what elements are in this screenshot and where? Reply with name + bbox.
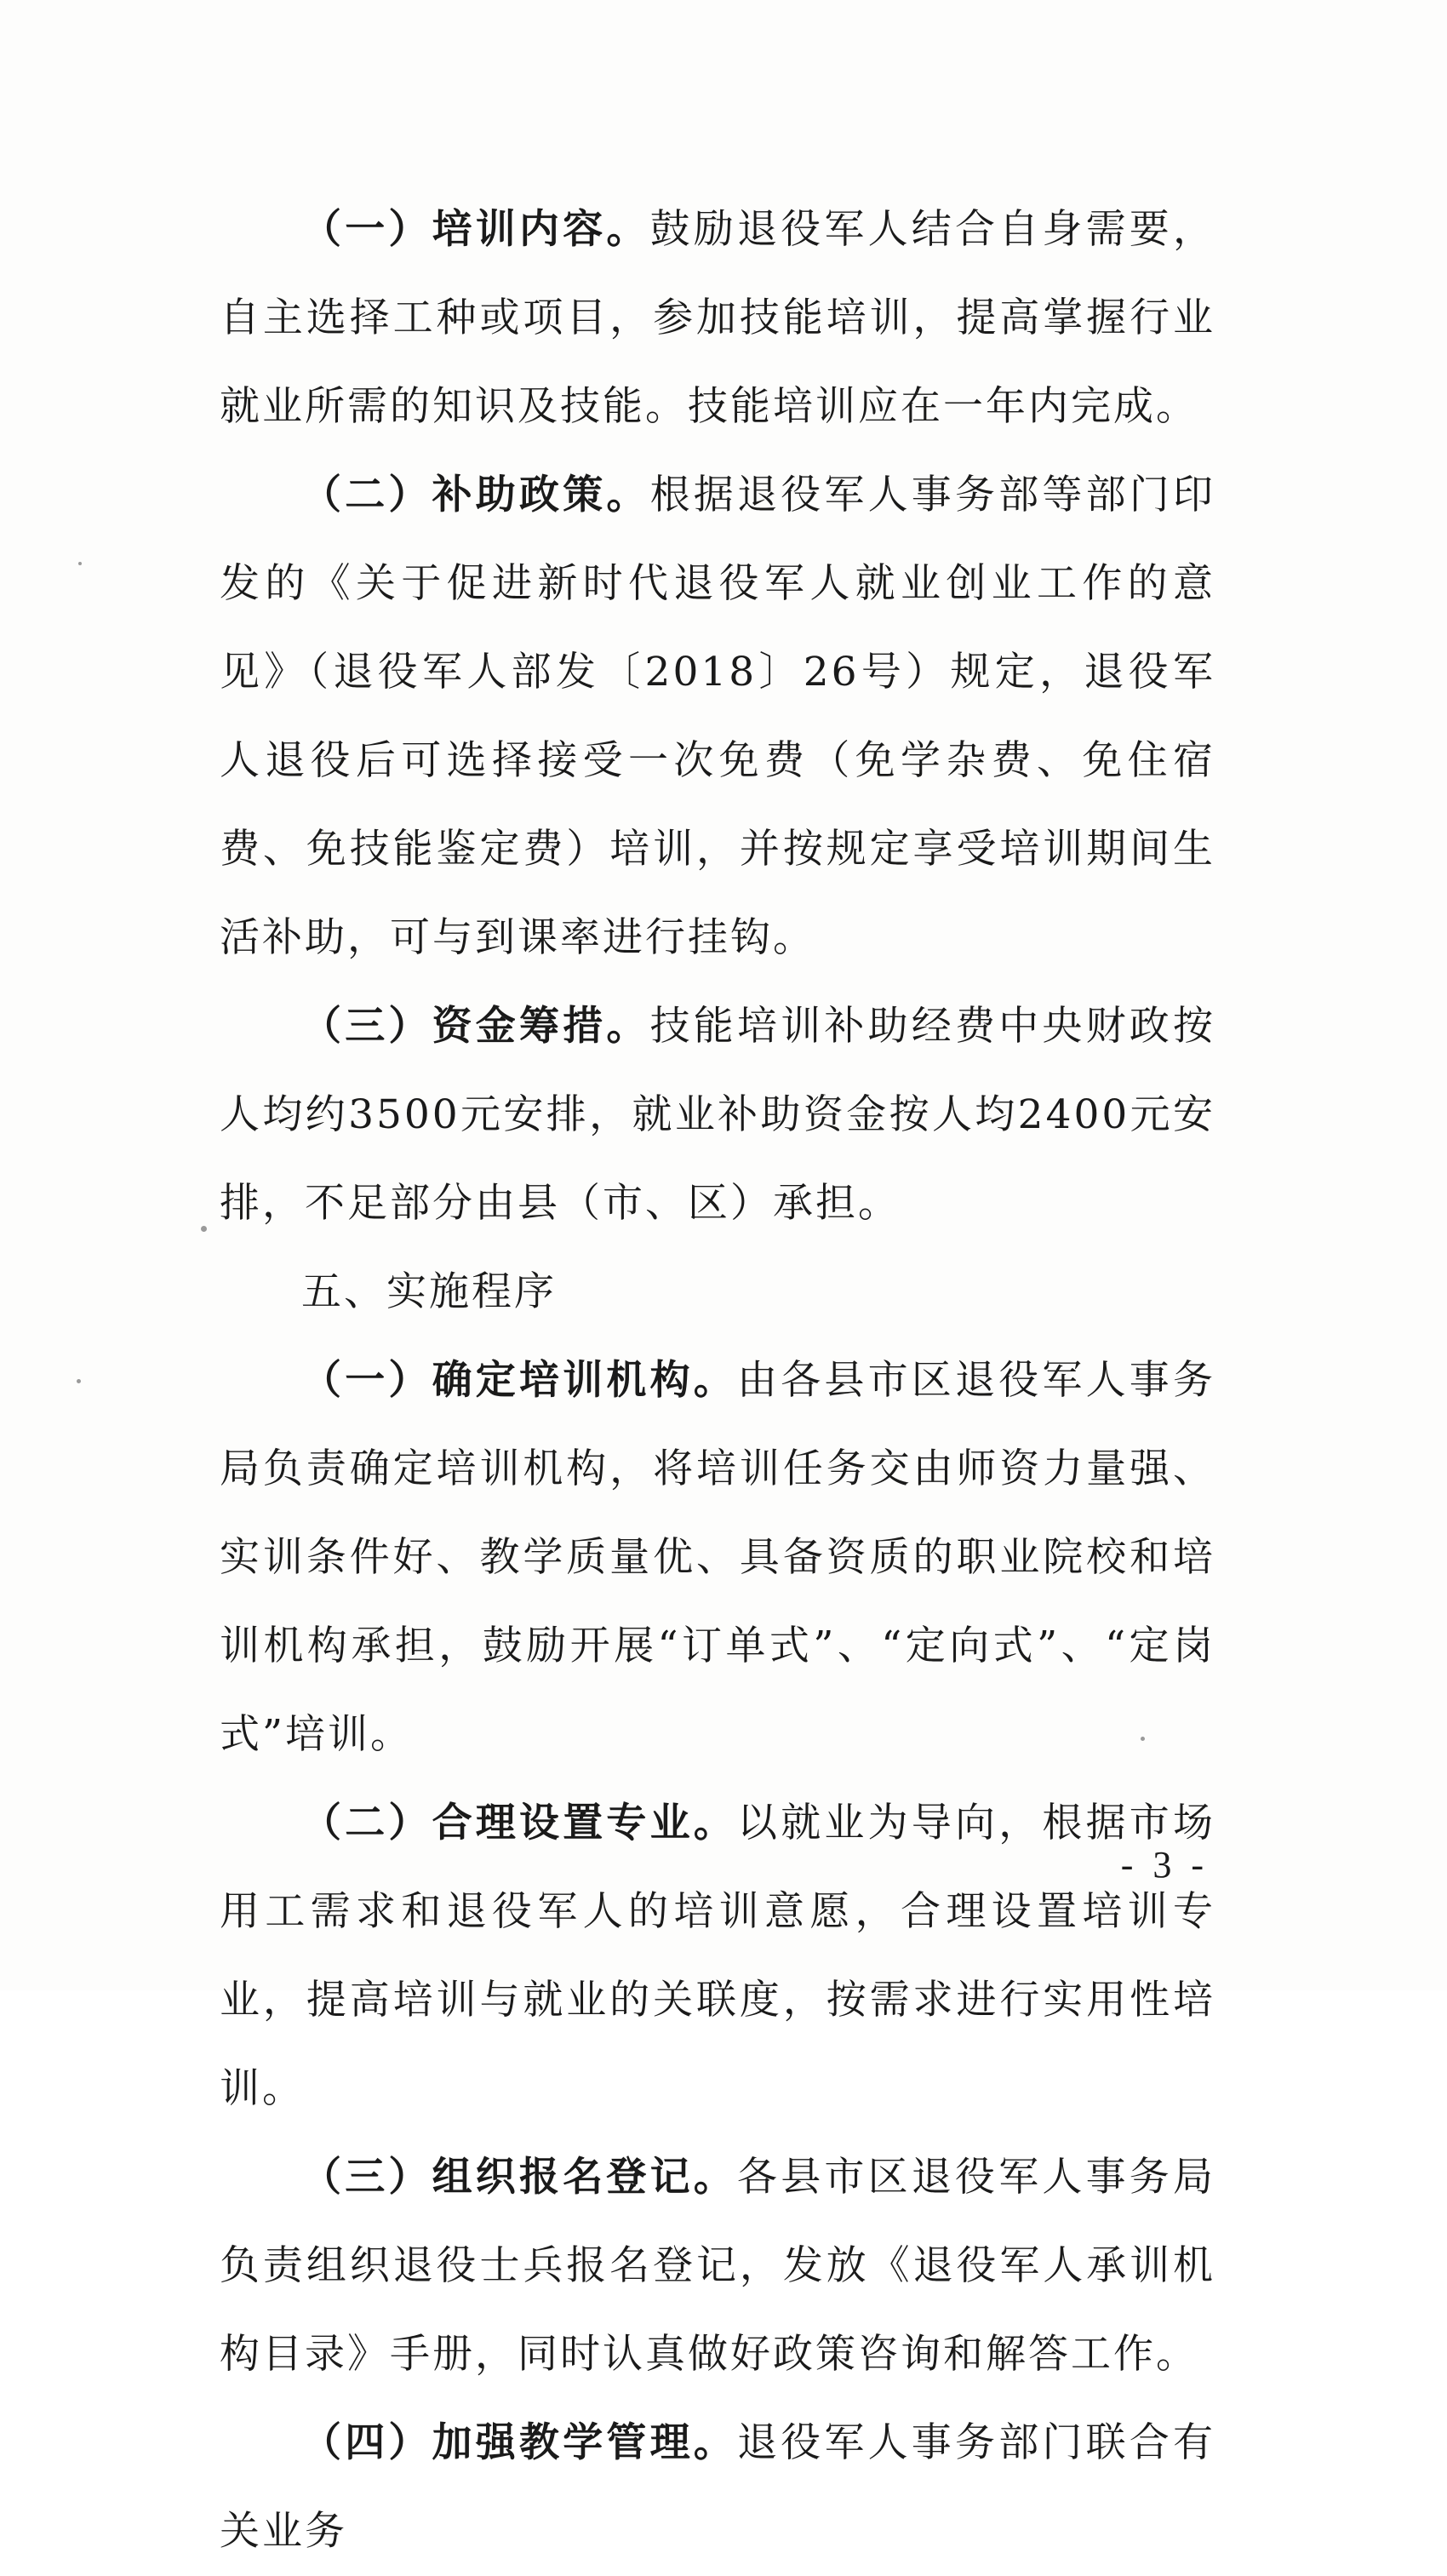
paragraph-set-majors: [220, 1779, 1215, 2133]
scan-speck: [201, 1226, 207, 1232]
paragraph-teaching-management: [220, 2399, 1215, 2576]
paragraph-lead: （一）确定培训机构。: [301, 1357, 737, 1404]
paragraph-lead: （二）补助政策。: [301, 472, 650, 518]
paragraph-training-institution: [220, 1337, 1215, 1779]
paragraph-registration: [220, 2133, 1215, 2399]
paragraph-lead: （四）加强教学管理。: [301, 2419, 737, 2466]
page-number: - 3 -: [1120, 1844, 1209, 1886]
paragraph-text: 以就业为导向，根据市场用工需求和退役军人的培训意愿，合理设置培训专业，提高培训与就业的关联度，按需求进行实用性培训。: [220, 1800, 1215, 2112]
paragraph-training-content: [220, 186, 1215, 451]
paragraph-text: 退役军人事务部门联合有关业务: [220, 2419, 1215, 2555]
paragraph-text: 由各县市区退役军人事务局负责确定培训机构，将培训任务交由师资力量强、实训条件好、教学质量优、具备资质的职业院校和培训机构承担，鼓励开展“订单式”、“定向式”、“定岗式”培训。: [220, 1357, 1215, 1758]
paragraph-text: 根据退役军人事务部等部门印发的《关于促进新时代退役军人就业创业工作的意见》（退役军人部发〔2018〕26号）规定，退役军人退役后可选择接受一次免费（免学杂费、免住宿费、免技能鉴定费）培训，并按规定享受培训期间生活补助，可与到课率进行挂钩。: [220, 472, 1216, 961]
paragraph-funding: [220, 982, 1215, 1248]
scan-speck: [78, 562, 82, 565]
paragraph-lead: （三）组织报名登记。: [301, 2154, 737, 2201]
scan-speck: [77, 1379, 81, 1383]
section-heading-implementation: 五、实施程序: [301, 1268, 557, 1315]
paragraph-text: 各县市区退役军人事务局负责组织退役士兵报名登记，发放《退役军人承训机构目录》手册，同时认真做好政策咨询和解答工作。: [220, 2154, 1215, 2378]
paragraph-lead: （三）资金筹措。: [301, 1003, 650, 1050]
scan-speck: [1141, 1737, 1145, 1741]
paragraph-text: 鼓励退役军人结合自身需要，自主选择工种或项目，参加技能培训，提高掌握行业就业所需的知识及技能。技能培训应在一年内完成。: [220, 206, 1216, 430]
paragraph-text: 技能培训补助经费中央财政按人均约3500元安排，就业补助资金按人均2400元安排，不足部分由县（市、区）承担。: [220, 1003, 1216, 1227]
paragraph-lead: （一）培训内容。: [301, 206, 650, 253]
document-body: [220, 186, 1215, 2576]
paragraph-lead: （二）合理设置专业。: [301, 1800, 737, 1846]
paragraph-subsidy-policy: [220, 451, 1215, 982]
